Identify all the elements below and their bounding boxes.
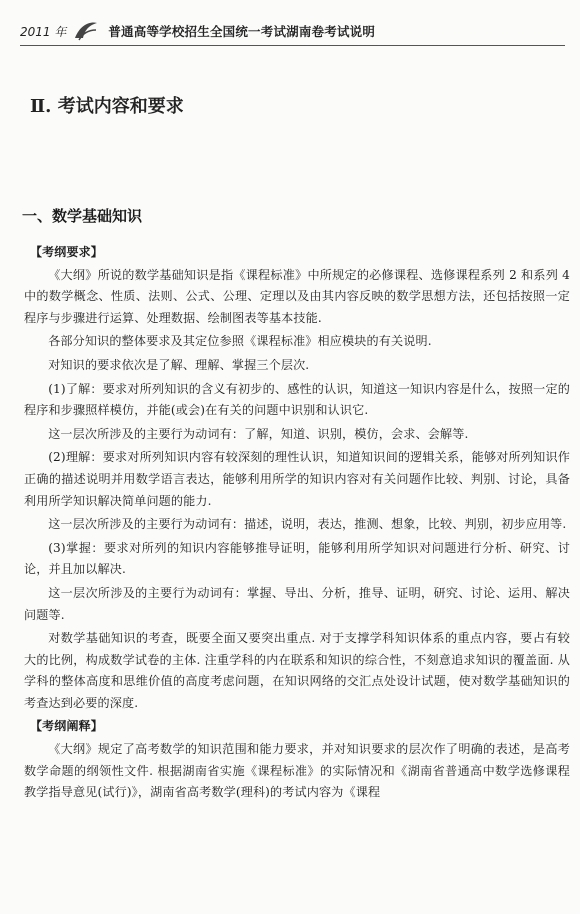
chapter-title: 一、数学基础知识 [22,207,143,225]
paragraph: 对数学基础知识的考查，既要全面又要突出重点. 对于支撑学科知识体系的重点内容，要占有较大的比例，构成数学试卷的主体. 注重学科的内在联系和知识的综合性，不刻意追求知识的覆盖面. 从学科的整体高度和思维价值的高度考虑问题，在知识网络的交汇点处设计试题，使对数学基础知识的考查达到必要的深度. [24,631,570,710]
paragraph: 各部分知识的整体要求及其定位参照《课程标准》相应模块的有关说明. [48,334,432,349]
paragraph: 对知识的要求依次是了解、理解、掌握三个层次. [48,357,310,372]
paragraph: 这一层次所涉及的主要行为动词有：了解，知道、识别，模仿，会求、会解等. [48,426,469,441]
body-text [24,242,570,806]
paragraph: 《大纲》规定了高考数学的知识范围和能力要求，并对知识要求的层次作了明确的表述，是高考数学命题的纲领性文件. 根据湖南省实施《课程标准》的实际情况和《湖南省普通高中数学选修课程教学指导意见(试行)》，湖南省高考数学(理科)的考试内容为《课程 [24,742,570,800]
header-divider [20,45,565,46]
paragraph: 《大纲》所说的数学基础知识是指《课程标准》中所规定的必修课程、选修课程系列 2 和系列 4 中的数学概念、性质、法则、公式、公理、定理以及由其内容反映的数学思想方法，还包括按照一定程序与步骤进行运算、处理数据、绘制图表等基本技能. [24,267,570,325]
tag-explanation: 【考纲阐释】 [30,719,103,734]
paragraph: (1)了解：要求对所列知识的含义有初步的、感性的认识，知道这一知识内容是什么，按照一定的程序和步骤照样模仿，并能(或会)在有关的问题中识别和认识它. [24,381,570,418]
running-header [20,18,560,44]
paragraph: 这一层次所涉及的主要行为动词有：描述，说明，表达，推测、想象，比较、判别，初步应用等. [48,517,567,532]
paragraph: 这一层次所涉及的主要行为动词有：掌握、导出、分析，推导、证明，研究、讨论、运用、解决问题等. [24,585,570,622]
paragraph: (3)掌握：要求对所列的知识内容能够推导证明，能够利用所学知识对问题进行分析、研究、讨论，并且加以解决. [24,540,570,577]
header-title: 普通高等学校招生全国统一考试湖南卷考试说明 [108,24,376,39]
tag-requirements: 【考纲要求】 [30,245,103,259]
section-title: Ⅱ. 考试内容和要求 [30,96,184,117]
swirl-logo-icon [72,19,100,43]
paragraph: (2)理解：要求对所列知识内容有较深刻的理性认识，知道知识间的逻辑关系，能够对所列知识作正确的描述说明并用数学语言表达，能够利用所学的知识内容对有关问题作比较、判别、讨论，具备利用所学知识解决简单问题的能力. [24,450,570,508]
header-year: 2011 年 [20,24,67,39]
